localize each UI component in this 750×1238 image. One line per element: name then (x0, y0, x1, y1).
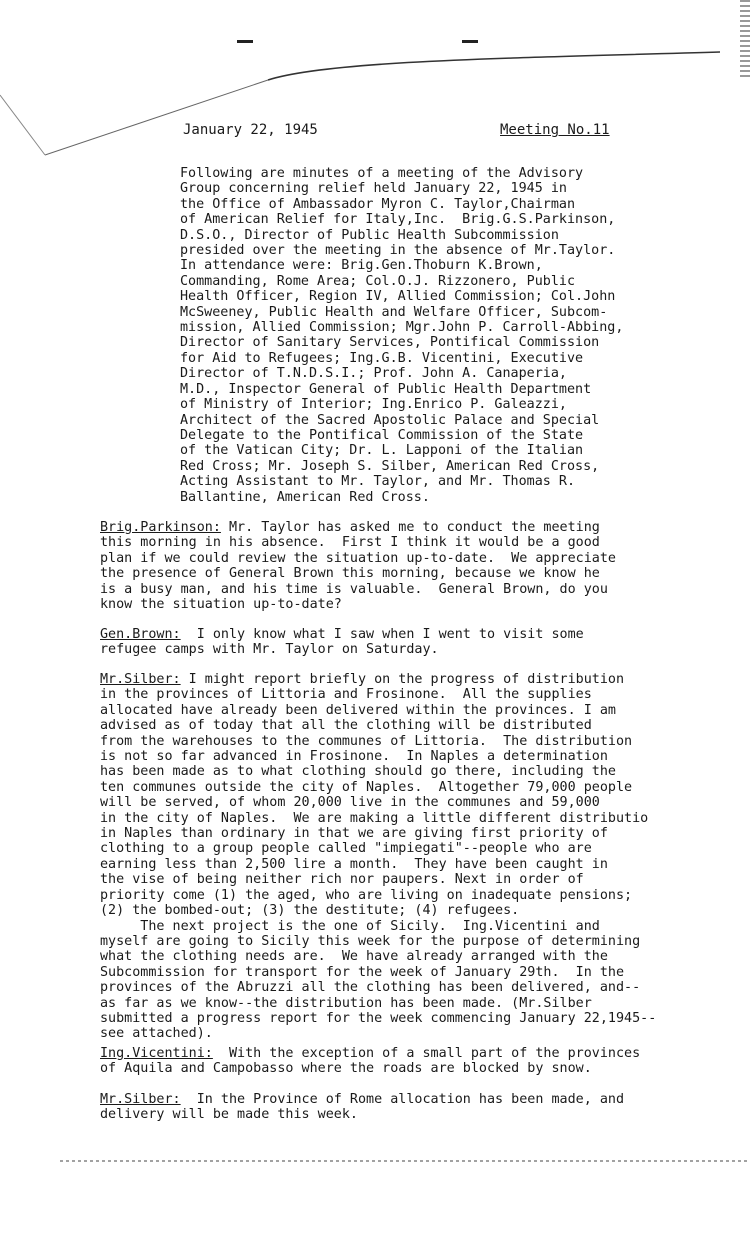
line-text: ten communes outside the city of Naples. Altogether 79,000 people (100, 779, 633, 795)
paragraph-line (100, 551, 616, 566)
intro-line: Director of Sanitary Services, Pontifical Commission (180, 335, 600, 351)
paragraph-line (100, 841, 656, 856)
paragraph-line (100, 1092, 624, 1107)
intro-line: presided over the meeting in the absence of Mr.Taylor. (180, 243, 616, 259)
paragraph-line (100, 949, 656, 964)
paragraph-line (100, 826, 656, 841)
line-text: Mr. Taylor has asked me to conduct the meeting (220, 520, 600, 535)
intro-line: Following are minutes of a meeting of the Advisory (180, 166, 584, 181)
line-text: Subcommission for transport for the week of January 29th. In the (100, 964, 625, 980)
paragraph-line (100, 1026, 656, 1041)
intro-line: Group concerning relief held January 22, 1945 in (180, 181, 567, 197)
speaker-name: Mr.Silber: (100, 672, 181, 687)
line-text: in the city of Naples. We are making a little different distributio (100, 810, 649, 826)
paragraph-line (100, 1046, 640, 1061)
paragraph-line (100, 520, 616, 535)
speaker-name: Ing.Vicentini: (100, 1046, 213, 1061)
paragraph-line (100, 672, 656, 687)
line-text: I only know what I saw when I went to visit some (180, 627, 584, 642)
line-text: see attached). (100, 1026, 213, 1042)
paragraph-line (100, 566, 616, 581)
paragraph-line (100, 687, 656, 702)
intro-line: the Office of Ambassador Myron C. Taylor,Chairman (180, 196, 576, 212)
paragraph-line (100, 535, 616, 550)
line-text: The next project is the one of Sicily. Ing.Vicentini and (100, 918, 600, 934)
line-text: is not so far advanced in Frosinone. In Naples a determination (100, 749, 608, 765)
paragraph-line (100, 980, 656, 995)
line-text: in the provinces of Littoria and Frosinone. All the supplies (100, 687, 592, 703)
line-text: priority come (1) the aged, who are living on inadequate pensions; (100, 887, 633, 903)
intro-line: Health Officer, Region IV, Allied Commission; Col.John (180, 289, 616, 305)
line-text: submitted a progress report for the week commencing January 22,1945-- (100, 1010, 657, 1026)
line-text: of Aquila and Campobasso where the roads are blocked by snow. (100, 1061, 592, 1077)
line-text: With the exception of a small part of the provinces (212, 1046, 641, 1061)
line-text: advised as of today that all the clothing will be distributed (100, 718, 592, 734)
intro-line: McSweeney, Public Health and Welfare Officer, Subcom- (180, 304, 608, 320)
intro-line: Director of T.N.D.S.I.; Prof. John A. Canaperia, (180, 366, 567, 382)
line-text: plan if we could review the situation up-to-date. We appreciate (100, 550, 616, 566)
speaker-paragraph (100, 1092, 624, 1123)
scan-edge-noise (740, 0, 750, 80)
meeting-number: Meeting No.11 (500, 122, 610, 138)
line-text: what the clothing needs are. We have already arranged with the (100, 949, 608, 965)
speaker-paragraph (100, 627, 584, 658)
line-text: In the Province of Rome allocation has been made, and (180, 1092, 625, 1107)
scan-bottom-edge (60, 1160, 750, 1162)
speaker-paragraph (100, 672, 656, 1042)
line-text: this morning in his absence. First I think it would be a good (100, 535, 600, 551)
intro-line: M.D., Inspector General of Public Health Department (180, 381, 592, 397)
speaker-name: Brig.Parkinson: (100, 520, 221, 535)
line-text: (2) the bombed-out; (3) the destitute; (4) refugees. (100, 903, 520, 919)
line-text: clothing to a group people called "impiegati"--people who are (100, 841, 592, 857)
paragraph-line (100, 642, 584, 657)
paragraph-line (100, 857, 656, 872)
line-text: know the situation up-to-date? (100, 597, 342, 613)
document-date: January 22, 1945 (183, 122, 318, 138)
intro-paragraph (180, 166, 623, 505)
line-text: in Naples than ordinary in that we are giving first priority of (100, 826, 608, 842)
paragraph-line (100, 903, 656, 918)
paragraph-line (100, 1107, 624, 1122)
intro-line: Architect of the Sacred Apostolic Palace and Special (180, 412, 600, 428)
intro-line: for Aid to Refugees; Ing.G.B. Vicentini, Executive (180, 350, 584, 366)
line-text: myself are going to Sicily this week for the purpose of determining (100, 933, 641, 949)
line-text: is a busy man, and his time is valuable. General Brown, do you (100, 581, 608, 597)
line-text: earning less than 2,500 lire a month. They have been caught in (100, 856, 608, 872)
line-text: provinces of the Abruzzi all the clothing has been delivered, and-- (100, 980, 641, 996)
intro-line: of the Vatican City; Dr. L. Lapponi of the Italian (180, 443, 584, 459)
intro-line: of American Relief for Italy,Inc. Brig.G.S.Parkinson, (180, 212, 616, 228)
paragraph-line (100, 749, 656, 764)
intro-line: D.S.O., Director of Public Health Subcommission (180, 227, 559, 243)
line-text: from the warehouses to the communes of Littoria. The distribution (100, 733, 633, 749)
line-text: has been made as to what clothing should go there, including the (100, 764, 616, 780)
paragraph-line (100, 718, 656, 733)
intro-line: Commanding, Rome Area; Col.O.J. Rizzonero, Public (180, 273, 576, 289)
line-text: allocated have already been delivered within the provinces. I am (100, 702, 616, 718)
line-text: refugee camps with Mr. Taylor on Saturday. (100, 642, 439, 658)
intro-line: Red Cross; Mr. Joseph S. Silber, American Red Cross, (180, 458, 600, 474)
speaker-name: Gen.Brown: (100, 627, 181, 642)
line-text: the presence of General Brown this morning, because we know he (100, 566, 600, 582)
intro-line: In attendance were: Brig.Gen.Thoburn K.Brown, (180, 258, 543, 274)
paragraph-line (100, 764, 656, 779)
paragraph-line (100, 582, 616, 597)
paragraph-line (100, 1011, 656, 1026)
paragraph-line (100, 627, 584, 642)
line-text: as far as we know--the distribution has been made. (Mr.Silber (100, 995, 592, 1011)
speaker-paragraph (100, 520, 616, 612)
intro-line: of Ministry of Interior; Ing.Enrico P. Galeazzi, (180, 397, 567, 413)
paragraph-line (100, 872, 656, 887)
paragraph-line (100, 919, 656, 934)
line-text: the vise of being neither rich nor paupers. Next in order of (100, 872, 584, 888)
scan-fold-lines (0, 0, 750, 160)
intro-line: Acting Assistant to Mr. Taylor, and Mr. Thomas R. (180, 474, 576, 490)
line-text: will be served, of whom 20,000 live in the communes and 59,000 (100, 795, 600, 811)
intro-line: mission, Allied Commission; Mgr.John P. Carroll-Abbing, (180, 320, 624, 336)
intro-line: Delegate to the Pontifical Commission of the State (180, 427, 584, 443)
paragraph-line (100, 1061, 640, 1076)
paragraph-line (100, 996, 656, 1011)
paragraph-line (100, 703, 656, 718)
line-text: delivery will be made this week. (100, 1107, 358, 1123)
speaker-paragraph (100, 1046, 640, 1077)
paragraph-line (100, 597, 616, 612)
intro-line: Ballantine, American Red Cross. (180, 489, 430, 505)
paragraph-line (100, 780, 656, 795)
paragraph-line (100, 934, 656, 949)
paragraph-line (100, 965, 656, 980)
line-text: I might report briefly on the progress of distribution (180, 672, 625, 687)
speaker-name: Mr.Silber: (100, 1092, 181, 1107)
paragraph-line (100, 888, 656, 903)
paragraph-line (100, 795, 656, 810)
paragraph-line (100, 734, 656, 749)
paragraph-line (100, 811, 656, 826)
